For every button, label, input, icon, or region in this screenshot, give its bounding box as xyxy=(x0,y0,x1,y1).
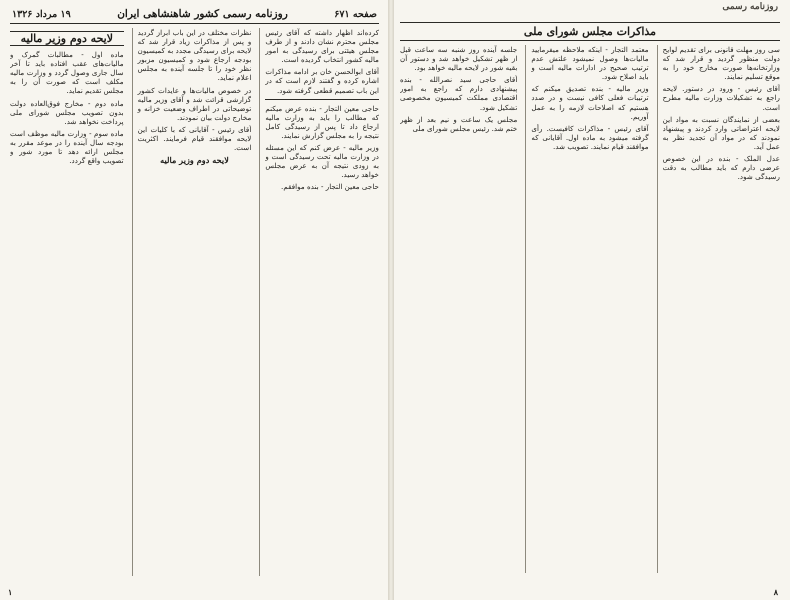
page-gutter xyxy=(388,0,394,600)
paragraph: وزیر مالیه - عرض کنم که این مسئله در وزارت مالیه تحت رسیدگی است و به زودی نتیجه آن به عرض مجلس خواهد رسید. xyxy=(265,143,379,180)
right-column-2 xyxy=(525,45,648,573)
right-page xyxy=(390,0,790,600)
paragraph: حاجی معین التجار - بنده عرض میکنم که مطالب را باید به وزارت مالیه ارجاع داد تا پس از رسیدگی کامل نتیجه را به مجلس گزارش نمایند. xyxy=(265,103,379,140)
right-page-number: ۸ xyxy=(773,587,778,597)
right-column-3 xyxy=(400,45,517,573)
issue-date: ۱۹ مرداد ۱۳۲۶ xyxy=(12,9,71,20)
section-heading: لایحه دوم وزیر مالیه xyxy=(160,155,229,166)
left-page-number: ۱ xyxy=(8,587,13,597)
paragraph: نظرات مختلف در این باب ابراز گردید و پس از مذاکرات زیاد قرار شد که لایحه برای رسیدگی مجدد به کمیسیون بودجه ارجاع شود و کمیسیون مزبور نظر خود را تا جلسه آینده به مجلس اعلام نماید. xyxy=(137,28,252,83)
paragraph: جلسه آینده روز شنبه سه ساعت قبل از ظهر تشکیل خواهد شد و دستور آن بقیه شور در لایحه مالیه خواهد بود. xyxy=(400,45,518,73)
paragraph: معتمد التجار - اینکه ملاحظه میفرمایید مالیات‌ها وصول نمیشود علتش عدم ترتیب صحیح در ادارات مالیه است و باید اصلاح شود. xyxy=(531,45,649,82)
divider xyxy=(265,99,379,100)
paragraph: آقای حاجی سید نصرالله - بنده پیشنهادی دارم که راجع به امور اقتصادی مملکت کمیسیون مخصوصی تشکیل شود. xyxy=(400,75,518,112)
left-column-3 xyxy=(10,28,124,576)
left-page xyxy=(0,0,390,600)
paragraph: کرده‌اند اظهار داشته که آقای رئیس مجلس محترم نشان دادند و از طرف مجلس هیئتی برای رسیدگی به امور مالیه کشور انتخاب گردیده است. xyxy=(265,28,379,65)
right-column-1 xyxy=(657,45,780,573)
paragraph: در خصوص مالیات‌ها و عایدات کشور گزارشی قرائت شد و آقای وزیر مالیه توضیحاتی در اطراف وضعیت خزانه و مخارج دولت بیان نمودند. xyxy=(137,85,252,122)
paragraph: آقای رئیس - آقایانی که با کلیات این لایحه موافقند قیام فرمایند. اکثریت است. xyxy=(137,124,252,153)
paragraph: مجلس یک ساعت و نیم بعد از ظهر ختم شد. رئیس مجلس شورای ملی xyxy=(400,114,518,133)
left-page-columns xyxy=(10,28,379,576)
paragraph: آقای رئیس - ورود در دستور. لایحه راجع به تشکیلات وزارت مالیه مطرح است. xyxy=(662,84,780,112)
paragraph: آقای ابوالحسن خان بر ادامه مذاکرات اشاره کرده و گفتند لازم است که در این باب تصمیم قطعی گرفته شود. xyxy=(265,67,379,95)
left-column-2 xyxy=(132,28,252,576)
right-page-columns xyxy=(400,45,780,573)
left-column-1 xyxy=(259,28,379,576)
page-label: صفحه ۶۷۱ xyxy=(334,9,377,20)
paragraph: سی روز مهلت قانونی برای تقدیم لوایح دولت منظور گردید و قرار شد که وزارتخانه‌ها صورت مخارج خود را به موقع تسلیم نمایند. xyxy=(662,45,780,82)
paragraph: آقای رئیس - مذاکرات کافیست. رأی گرفته میشود به ماده اول. آقایانی که موافقند قیام نمایند. تصویب شد. xyxy=(531,123,649,151)
right-headline: مذاکرات مجلس شورای ملی xyxy=(400,22,780,41)
paragraph: عدل الملک - بنده در این خصوص عرضی دارم که باید مطالب به دقت رسیدگی شود. xyxy=(662,154,780,182)
header-stamp: روزنامه رسمی xyxy=(722,2,778,12)
paragraph: وزیر مالیه - بنده تصدیق میکنم که ترتیبات فعلی کافی نیست و در صدد هستیم که اصلاحات لازمه را به عمل آوریم. xyxy=(531,84,649,121)
left-page-header xyxy=(10,8,379,24)
paragraph: ماده اول - مطالبات گمرک و مالیات‌های عقب افتاده باید تا آخر سال جاری وصول گردد و وزارت مالیه مکلف است که صورت آن را به مجلس تقدیم نماید. xyxy=(9,50,124,96)
left-headline: لایحه دوم وزیر مالیه xyxy=(10,31,124,46)
paragraph: ماده دوم - مخارج فوق‌العاده دولت بدون تصویب مجلس شورای ملی پرداخت نخواهد شد. xyxy=(9,98,124,126)
newspaper-title: روزنامه رسمی کشور شاهنشاهی ایران xyxy=(117,8,288,20)
paragraph: حاجی معین التجار - بنده موافقم. xyxy=(281,182,379,192)
paragraph: بعضی از نمایندگان نسبت به مواد این لایحه اعتراضاتی وارد کردند و پیشنهاد نمودند که در مواد آن تجدید نظر به عمل آید. xyxy=(662,114,780,151)
paragraph: ماده سوم - وزارت مالیه موظف است بودجه سال آینده را در موعد مقرر به مجلس ارائه دهد تا مورد شور و تصویب واقع گردد. xyxy=(9,128,124,166)
